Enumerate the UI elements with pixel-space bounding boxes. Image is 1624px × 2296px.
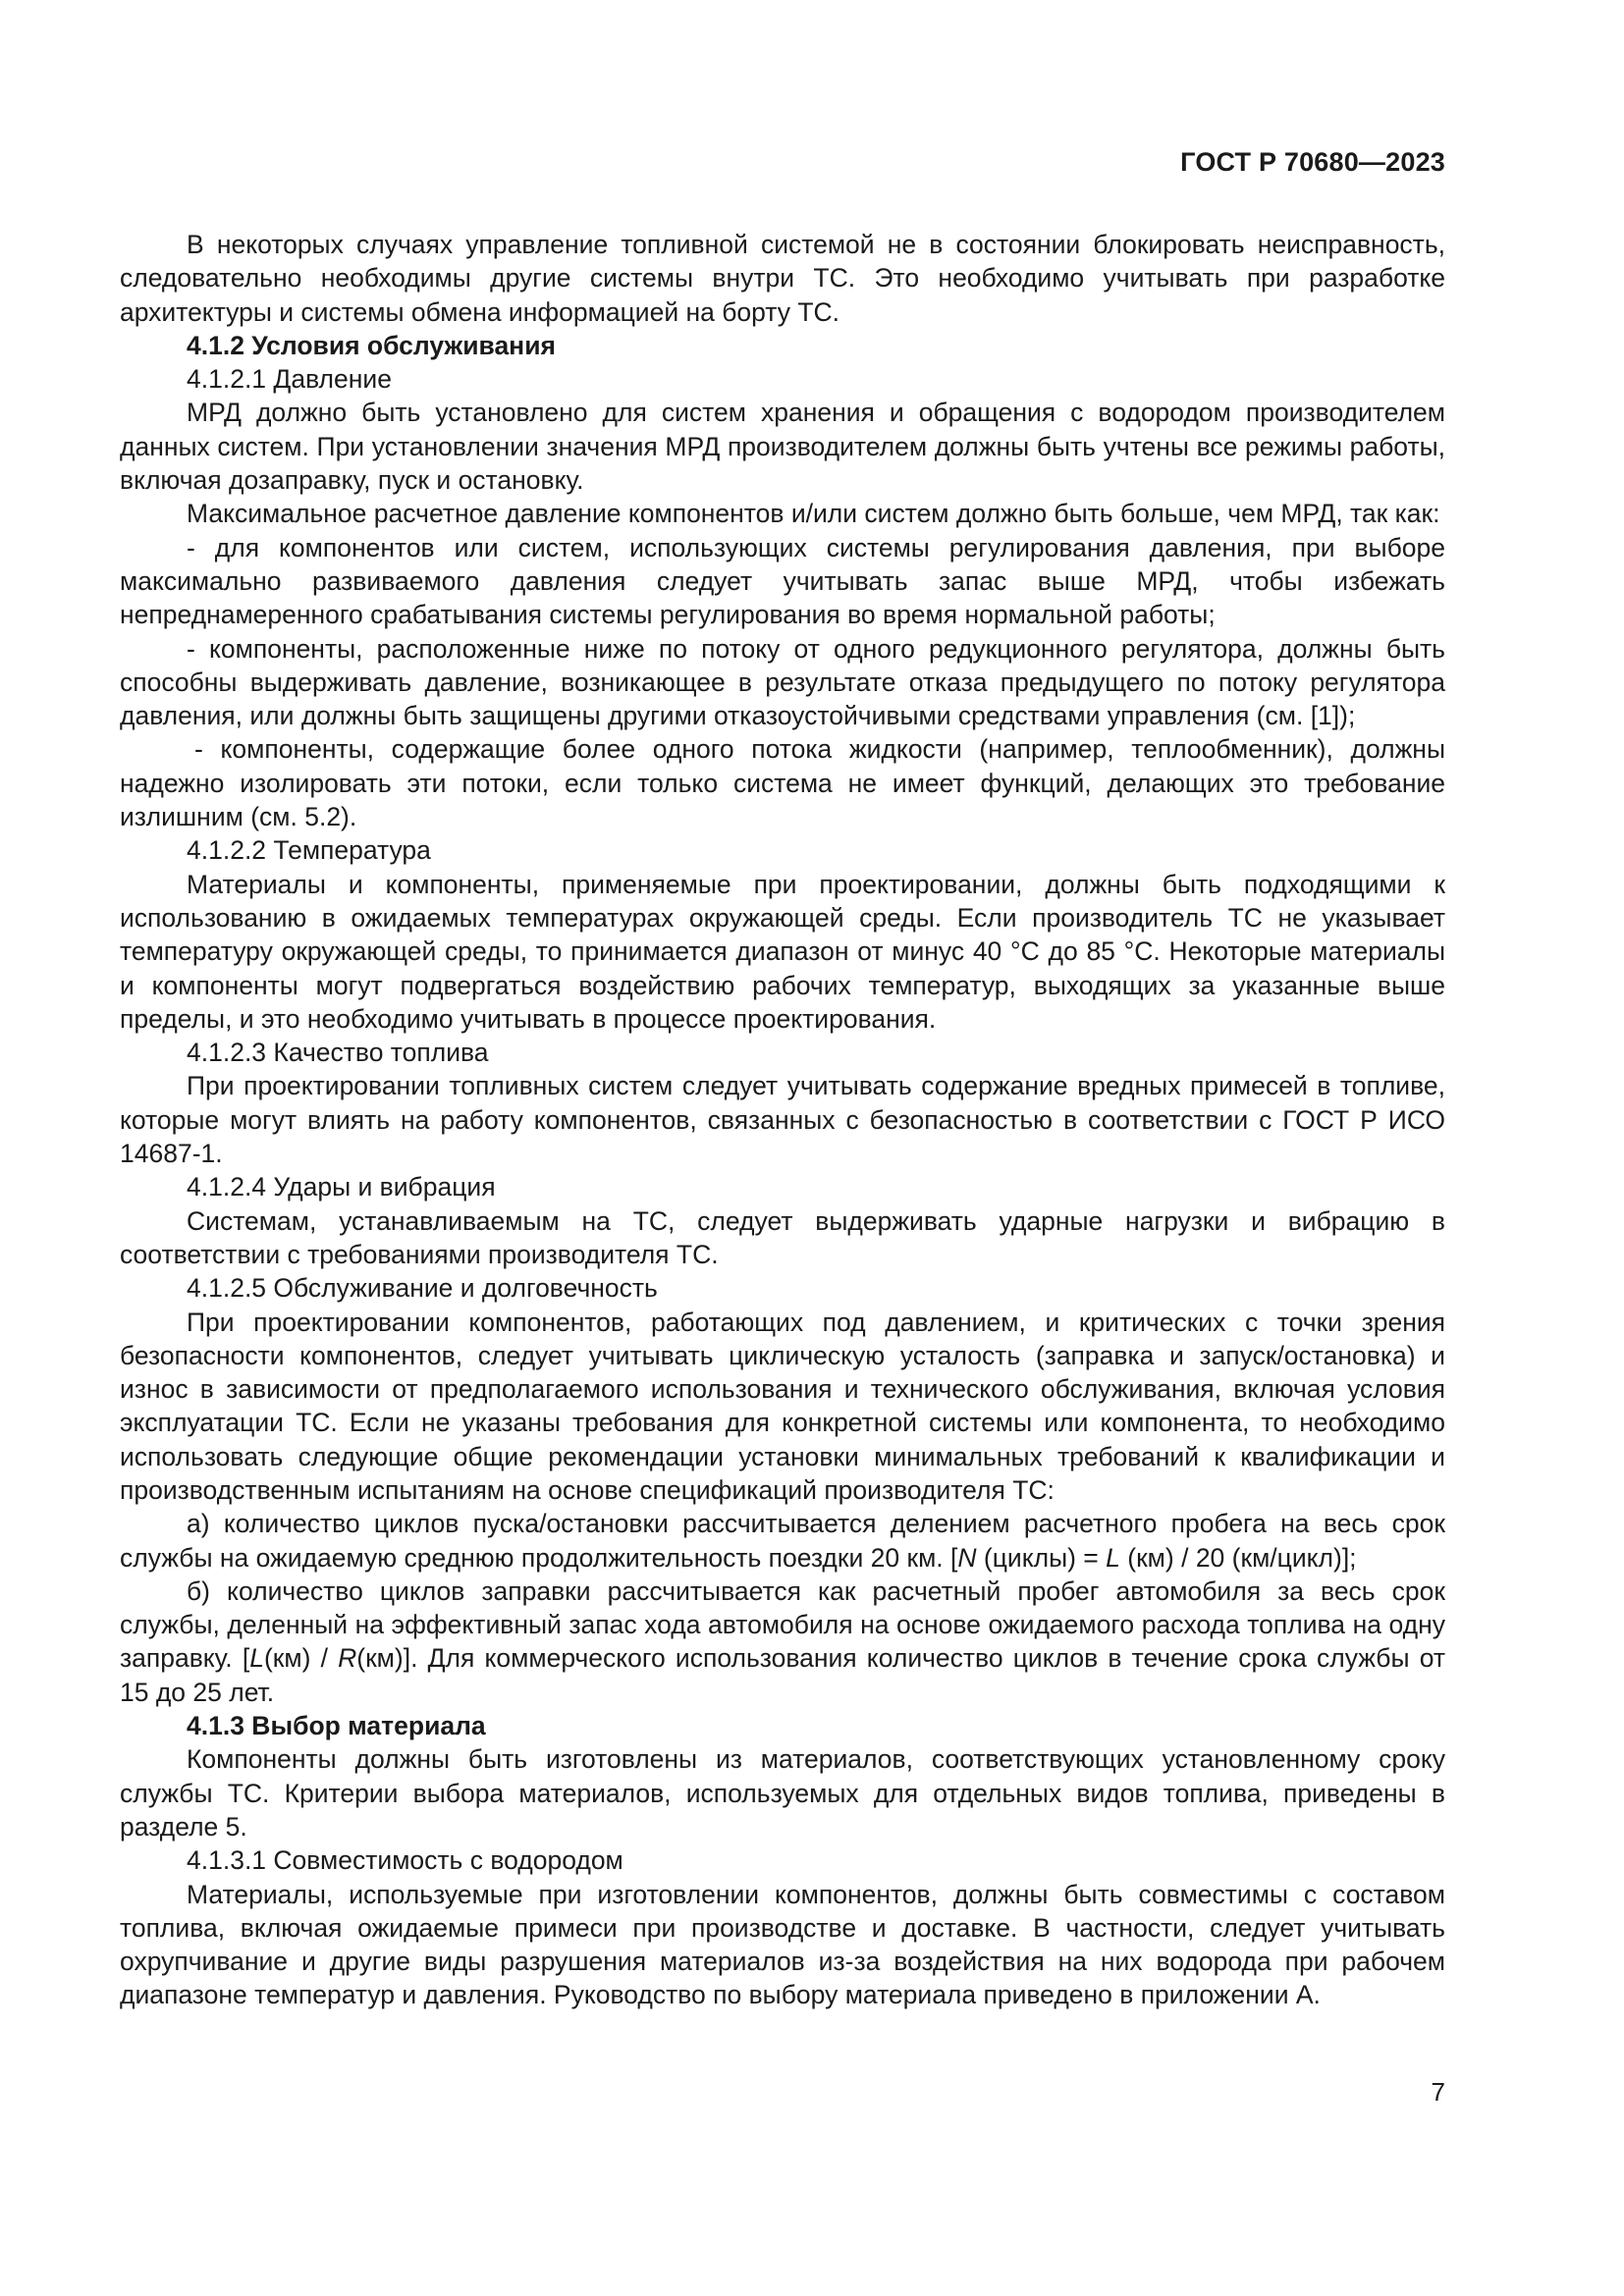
- list-item-text: (циклы) =: [976, 1542, 1107, 1573]
- paragraph: Материалы и компоненты, применяемые при проектировании, должны быть подходящими к использованию в ожидаемых температурах окружающей среды. Если производитель ТС не указывает температуру окружающей среды, то принимается диапазон от минус 40 °С до 85 °С. Некоторые материалы и компоненты могут подвергаться воздействию рабочих температур, выходящих за указанные выше пределы, и это необходимо учитывать в процессе проектирования.: [120, 869, 1445, 1034]
- list-item-text: (км) /: [263, 1643, 339, 1674]
- formula-variable: R: [338, 1643, 357, 1674]
- list-item: - компоненты, расположенные ниже по потоку от одного редукционного регулятора, должны быть способны выдерживать давление, возникающее в результате отказа предыдущего по потоку регулятора давления, или должны быть защищены другими отказоустойчивыми средствами управления (см. [1]);: [120, 633, 1445, 731]
- subsection-heading: 4.1.3.1 Совместимость с водородом: [187, 1845, 623, 1876]
- list-item: [120, 1507, 1445, 1575]
- list-item: - компоненты, содержащие более одного потока жидкости (например, теплообменник), должны надежно изолировать эти потоки, если только система не имеет функций, делающих это требование излишним (см. 5.2).: [120, 734, 1445, 832]
- subsection-heading: 4.1.2.5 Обслуживание и долговечность: [187, 1273, 658, 1304]
- formula-variable: L: [249, 1643, 264, 1674]
- list-item-text: а) количество циклов пуска/остановки рассчитывается делением расчетного пробега на весь срок службы на ожидаемую среднюю продолжительность поездки 20 км. [: [120, 1509, 1445, 1573]
- section-heading: 4.1.2 Условия обслуживания: [187, 330, 556, 360]
- document-body: [120, 228, 1445, 2012]
- list-item: [120, 1575, 1445, 1709]
- subsection-heading: 4.1.2.3 Качество топлива: [187, 1038, 489, 1068]
- paragraph: Компоненты должны быть изготовлены из материалов, соответствующих установленному сроку службы ТС. Критерии выбора материалов, используемых для отдельных видов топлива, приведены в разделе 5.: [120, 1744, 1445, 1842]
- subsection-heading: 4.1.2.4 Удары и вибрация: [187, 1172, 496, 1202]
- subsection-heading: 4.1.2.2 Температура: [187, 835, 431, 866]
- paragraph: Максимальное расчетное давление компонентов и/или систем должно быть больше, чем МРД, так как:: [187, 499, 1440, 529]
- paragraph: В некоторых случаях управление топливной системой не в состоянии блокировать неисправность, следовательно необходимы другие системы внутри ТС. Это необходимо учитывать при разработке архитектуры и системы обмена информацией на борту ТС.: [120, 230, 1445, 327]
- document-header: ГОСТ Р 70680—2023: [1180, 147, 1445, 177]
- list-item-text: б) количество циклов заправки рассчитывается как расчетный пробег автомобиля за весь срок службы, деленный на эффективный запас хода автомобиля на основе ожидаемого расхода топлива на одну заправку. [: [120, 1575, 1445, 1674]
- paragraph: Материалы, используемые при изготовлении компонентов, должны быть совместимы с составом топлива, включая ожидаемые примеси при производстве и доставке. В частности, следует учитывать охрупчивание и другие виды разрушения материалов из-за воздействия на них водорода при рабочем диапазоне температур и давления. Руководство по выбору материала приведено в приложении А.: [120, 1879, 1445, 2010]
- subsection-heading: 4.1.2.1 Давление: [187, 364, 392, 395]
- paragraph: При проектировании топливных систем следует учитывать содержание вредных примесей в топливе, которые могут влиять на работу компонентов, связанных с безопасностью в соответствии с ГОСТ Р ИСО 14687-1.: [120, 1071, 1445, 1169]
- paragraph: При проектировании компонентов, работающих под давлением, и критических с точки зрения безопасности компонентов, следует учитывать циклическую усталость (заправка и запуск/остановка) и износ в зависимости от предполагаемого использования и технического обслуживания, включая условия эксплуатации ТС. Если не указаны требования для конкретной системы или компонента, то необходимо использовать следующие общие рекомендации установки минимальных требований к квалификации и производственным испытаниям на основе спецификаций производителя ТС:: [120, 1307, 1445, 1505]
- section-heading: 4.1.3 Выбор материала: [187, 1711, 486, 1741]
- page-number: 7: [1431, 2077, 1445, 2107]
- list-item-text: (км) / 20 (км/цикл)];: [1119, 1542, 1357, 1573]
- formula-variable: L: [1106, 1542, 1120, 1573]
- list-item-text: (км)]. Для коммерческого использования количество циклов в течение срока службы от 15 до 25 лет.: [120, 1643, 1445, 1707]
- list-item: - для компонентов или систем, использующих системы регулирования давления, при выборе максимально развиваемого давления следует учитывать запас выше МРД, чтобы избежать непреднамеренного срабатывания системы регулирования во время нормальной работы;: [120, 532, 1445, 630]
- paragraph: Системам, устанавливаемым на ТС, следует выдерживать ударные нагрузки и вибрацию в соответствии с требованиями производителя ТС.: [120, 1205, 1445, 1269]
- formula-variable: N: [957, 1542, 977, 1573]
- paragraph: МРД должно быть установлено для систем хранения и обращения с водородом производителем данных систем. При установлении значения МРД производителем должны быть учтены все режимы работы, включая дозаправку, пуск и остановку.: [120, 398, 1445, 496]
